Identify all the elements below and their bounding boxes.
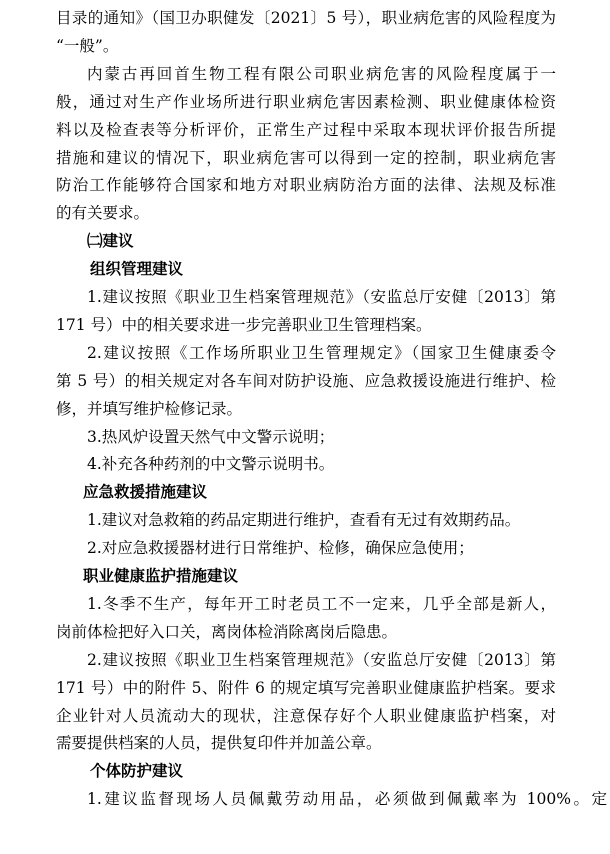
- emergency-item2: 2.对应急救援器材进行日常维护、检修，确保应急使用；: [87, 539, 474, 558]
- emergency-heading: 应急救援措施建议: [83, 482, 208, 502]
- org-item1-line-2: 171 号）中的相关要求进一步完善职业卫生管理档案。: [56, 315, 432, 334]
- emergency-item1: 1.建议对急救箱的药品定期进行维护，查看有无过有效期药品。: [87, 511, 521, 530]
- health-item2-line-3: 企业针对人员流动大的现状，注意保存好个人职业健康监护档案，对: [56, 706, 556, 725]
- conclusion-line-1: 内蒙古再回首生物工程有限公司职业病危害的风险程度属于一: [87, 64, 556, 83]
- health-item2-line-1: 2.建议按照《职业卫生档案管理规范》（安监总厅安健〔2013〕第: [87, 650, 556, 669]
- org-item1-line-1: 1.建议按照《职业卫生档案管理规范》（安监总厅安健〔2013〕第: [87, 288, 556, 306]
- intro-line-1: 目录的通知》（国卫办职健发〔2021〕5 号），职业病危害的风险程度为: [56, 9, 556, 27]
- health-item1-line-1: 1.冬季不生产，每年开工时老员工不一定来，几乎全部是新人，: [87, 594, 556, 613]
- conclusion-line-3: 料以及检查表等分析评价，正常生产过程中采取本现状评价报告所提: [56, 120, 556, 139]
- org-item3: 3.热风炉设置天然气中文警示说明；: [87, 427, 335, 446]
- personal-protection-heading: 个体防护建议: [90, 761, 184, 781]
- org-item2-line-2: 第 5 号）的相关规定对各车间对防护设施、应急救援设施进行维护、检: [56, 371, 556, 390]
- intro-line-2: “一般”。: [56, 36, 119, 55]
- health-item2-line-4: 需要提供档案的人员，提供复印件并加盖公章。: [56, 734, 382, 753]
- section-heading-suggestions: ㈡建议: [87, 231, 134, 251]
- conclusion-line-2: 般，通过对生产作业场所进行职业病危害因素检测、职业健康体检资: [56, 92, 556, 111]
- org-item4: 4.补充各种药剂的中文警示说明书。: [87, 455, 335, 474]
- health-monitoring-heading: 职业健康监护措施建议: [83, 566, 239, 585]
- health-item1-line-2: 岗前体检把好入口关，离岗体检消除离岗后隐患。: [56, 622, 398, 641]
- org-item2-line-1: 2.建议按照《工作场所职业卫生管理规定》（国家卫生健康委令: [87, 343, 556, 362]
- conclusion-line-4: 措施和建议的情况下，职业病危害可以得到一定的控制，职业病危害: [56, 148, 556, 167]
- conclusion-line-6: 的有关要求。: [56, 204, 150, 223]
- conclusion-line-5: 防治工作能够符合国家和地方对职业病防治方面的法律、法规及标准: [56, 176, 556, 195]
- health-item2-line-2: 171 号）中的附件 5、附件 6 的规定填写完善职业健康监护档案。要求: [56, 678, 556, 697]
- org-item2-line-3: 修，并填写维护检修记录。: [56, 399, 243, 418]
- protection-item1-line-1: 1.建议监督现场人员佩戴劳动用品，必须做到佩戴率为 100%。定: [87, 790, 607, 809]
- org-management-heading: 组织管理建议: [90, 259, 184, 279]
